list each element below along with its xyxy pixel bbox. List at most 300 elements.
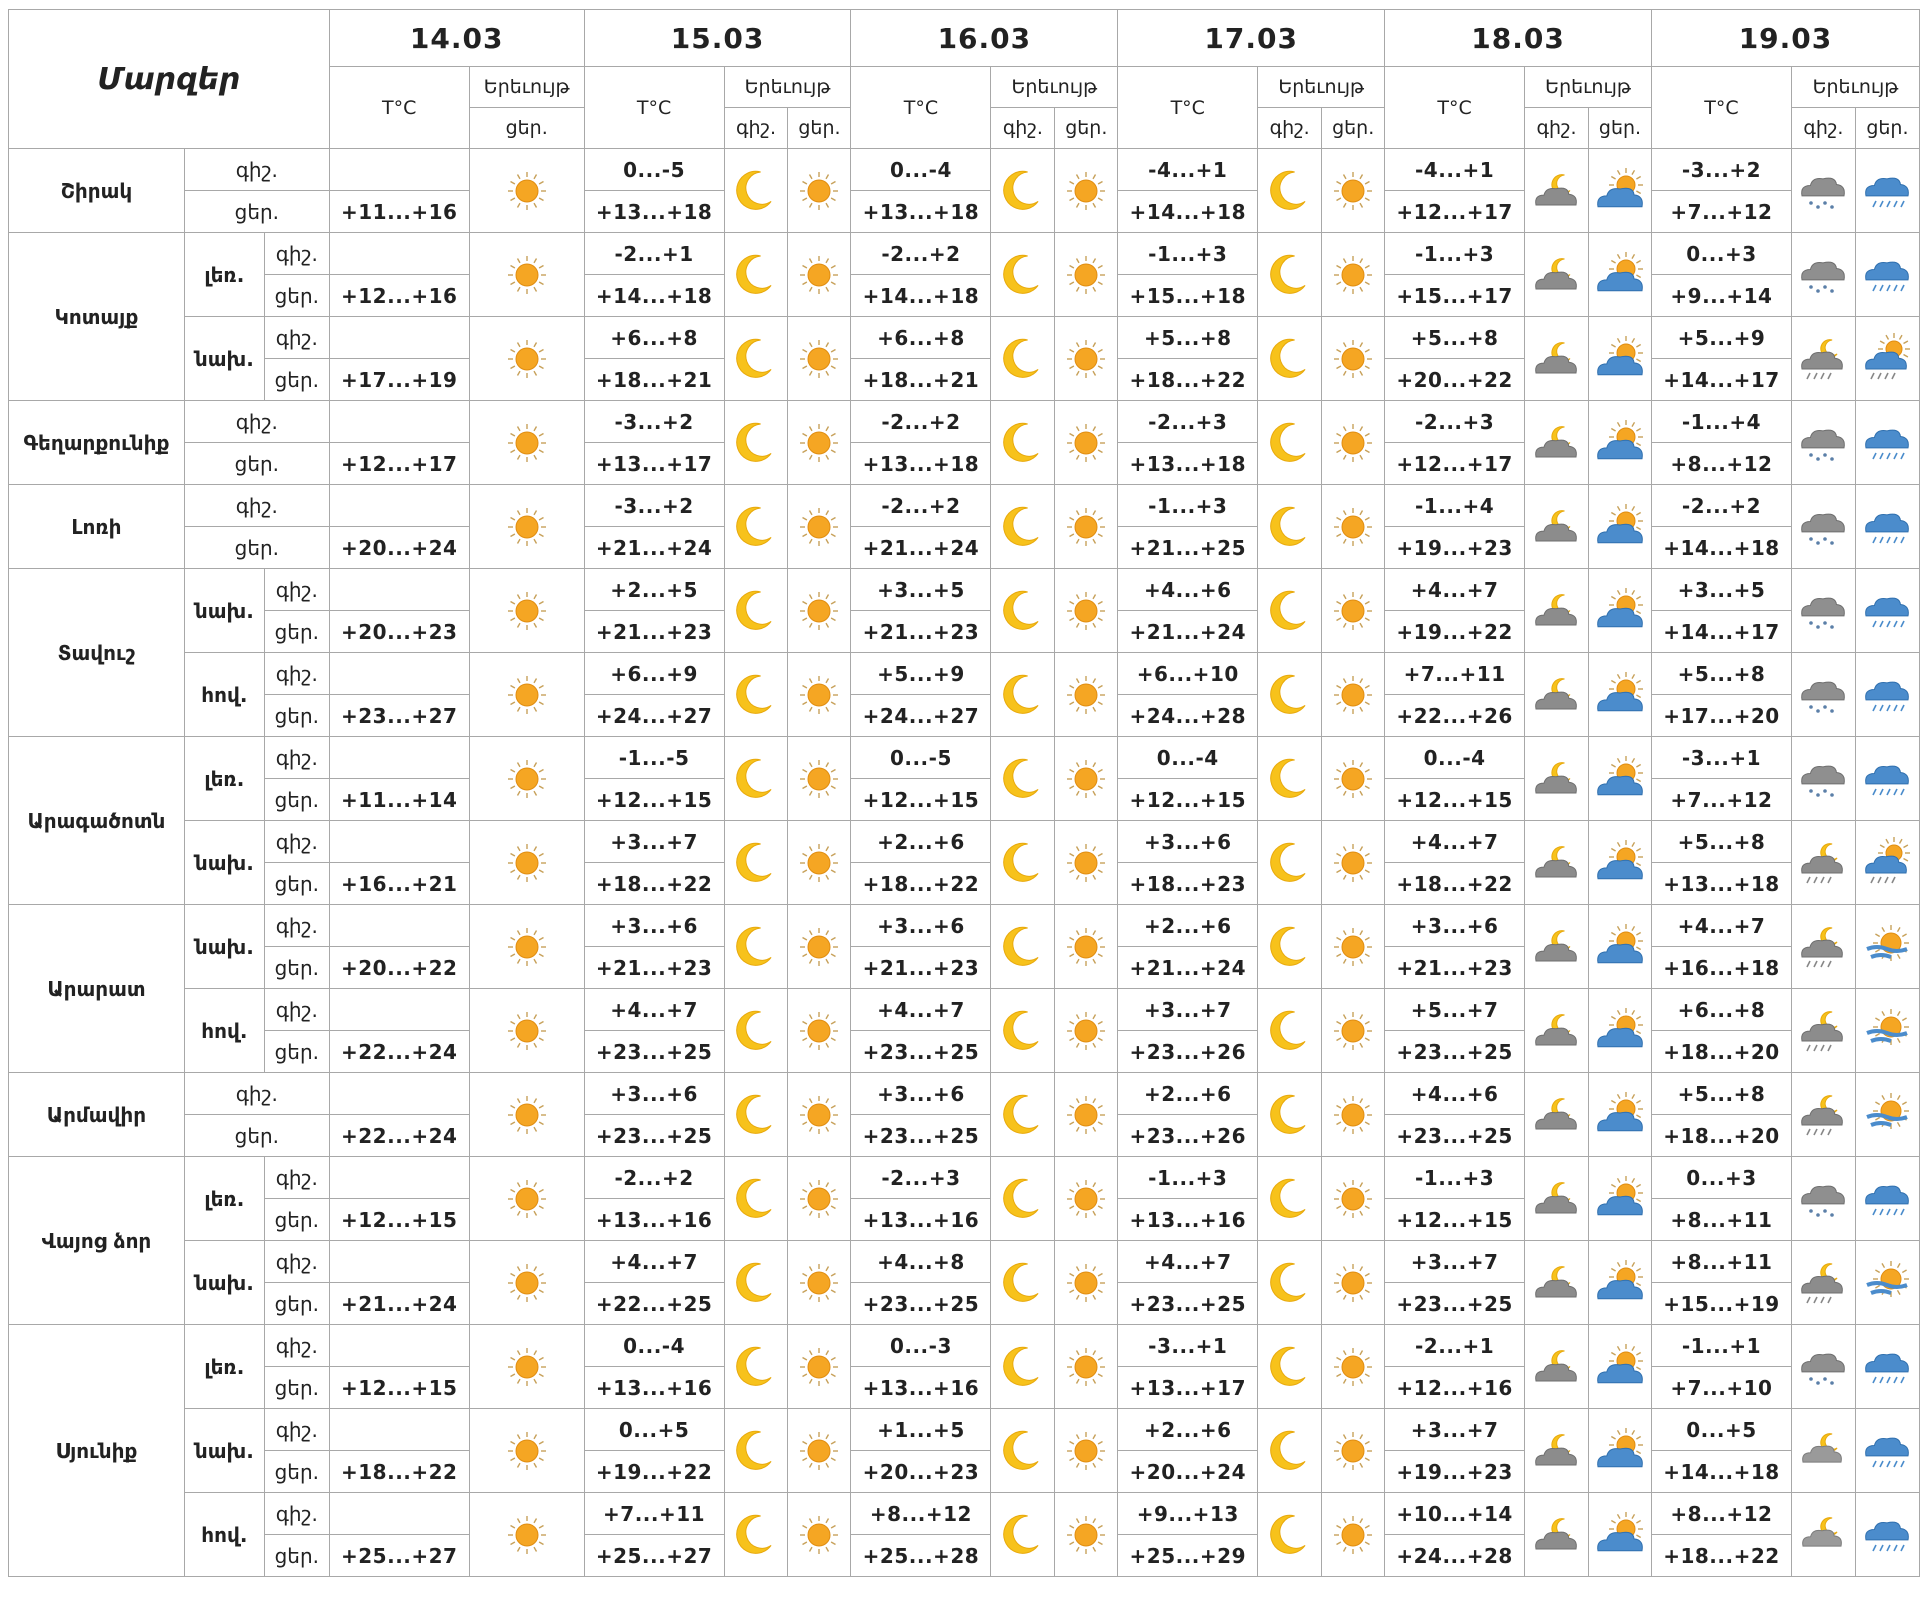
day-label-cell: [264, 275, 329, 317]
sun-icon: [1060, 333, 1112, 385]
temp-label: T°C: [636, 96, 672, 119]
night-temp: -2...+2: [1681, 493, 1762, 518]
day-label: ցեր.: [274, 1543, 319, 1568]
night-icon-cell: [724, 737, 788, 821]
night-temp-cell: [1385, 737, 1525, 779]
night-temp-cell: [1385, 401, 1525, 443]
day-temp-cell: [329, 1031, 469, 1073]
day-temp: +21...+24: [595, 535, 713, 560]
sun-icon: [501, 921, 553, 973]
night-icon-cell: [1258, 905, 1322, 989]
day-label: ցեր.: [274, 1375, 319, 1400]
sun-cloud-icon: [1594, 921, 1646, 973]
night-temp: +7...+11: [1403, 661, 1506, 686]
day-label: ցեր.: [234, 535, 280, 560]
day-temp-cell: [1385, 695, 1525, 737]
night-label-cell: [264, 989, 329, 1031]
sun-icon: [1327, 669, 1379, 721]
night-temp-cell: [851, 989, 991, 1031]
night-temp: +4...+7: [1410, 577, 1499, 602]
day-icon-cell: [788, 1073, 851, 1157]
day-temp-cell: [584, 1451, 724, 1493]
day-icon-cell: [788, 737, 851, 821]
night-temp-cell: [1385, 653, 1525, 695]
day-icon-cell: [1055, 905, 1118, 989]
day-icon-cell: [1322, 1241, 1385, 1325]
night-icon-cell: [1791, 1325, 1855, 1409]
sun-icon: [793, 753, 845, 805]
night-temp-cell: [851, 1325, 991, 1367]
day-icon-cell: [788, 149, 851, 233]
night-temp-cell: [1118, 1325, 1258, 1367]
day-temp: +12...+16: [341, 283, 458, 308]
night-temp-cell: [329, 653, 469, 695]
moon-icon: [730, 1173, 782, 1225]
night-icon-cell: [991, 1493, 1055, 1577]
night-icon-cell: [1258, 1409, 1322, 1493]
night-temp-cell: [851, 1493, 991, 1535]
night-temp-cell: [584, 149, 724, 191]
region-cell: [9, 1157, 185, 1325]
day-temp: +23...+27: [341, 703, 458, 728]
night-temp-cell: [851, 233, 991, 275]
sun-icon: [1327, 1257, 1379, 1309]
night-icon-cell: [1258, 149, 1322, 233]
day-label-cell: [264, 695, 329, 737]
day-temp-cell: [1385, 275, 1525, 317]
moon-cloud-icon: [1531, 753, 1583, 805]
day-temp-cell: [584, 695, 724, 737]
day-temp-cell: [329, 695, 469, 737]
sun-icon: [1060, 417, 1112, 469]
moon-icon: [1264, 1005, 1316, 1057]
sun-icon: [501, 837, 553, 889]
day-temp-cell: [584, 779, 724, 821]
day-temp-cell: [1651, 191, 1791, 233]
night-temp-cell: [851, 1241, 991, 1283]
day-icon-cell: [1855, 485, 1919, 569]
temp-label: T°C: [1437, 96, 1472, 119]
day-icon-cell: [1589, 653, 1652, 737]
night-icon-cell: [724, 569, 788, 653]
night-temp-cell: [851, 485, 991, 527]
day-temp: +21...+23: [862, 619, 980, 644]
day-temp: +12...+16: [1396, 1375, 1513, 1400]
sun-icon: [1060, 753, 1112, 805]
night-temp-cell: [1385, 149, 1525, 191]
area-cell: [184, 1157, 264, 1241]
rain-cloud-icon: [1861, 753, 1913, 805]
moon-icon: [997, 1341, 1049, 1393]
night-label: գիշ.: [275, 325, 318, 350]
night-temp: 0...-4: [889, 157, 952, 182]
night-icon-cell: [1258, 1073, 1322, 1157]
day-temp: +18...+22: [1129, 367, 1246, 392]
night-temp: +8...+12: [869, 1501, 972, 1526]
night-temp-cell: [1385, 1073, 1525, 1115]
area-cell: [184, 1409, 264, 1493]
day-icon-cell: [1322, 989, 1385, 1073]
phenomenon-header: [724, 67, 851, 108]
night-icon-cell: [1791, 1073, 1855, 1157]
phenomenon-header: [1258, 67, 1385, 108]
area-name: նախ.: [194, 346, 254, 371]
night-temp: +3...+6: [610, 913, 698, 938]
night-temp: +2...+6: [1143, 1081, 1232, 1106]
night-icon-cell: [1258, 821, 1322, 905]
region-cell: [9, 1073, 185, 1157]
day-temp: +23...+26: [1129, 1123, 1246, 1148]
region-name: Լոռի: [71, 514, 122, 539]
day-temp: +21...+24: [862, 535, 980, 560]
day-temp-cell: [851, 863, 991, 905]
region-cell: [9, 905, 185, 1073]
region-name: Արագածոտն: [27, 808, 166, 833]
day-temp: +18...+22: [1396, 871, 1513, 896]
day-temp: +23...+25: [1396, 1123, 1513, 1148]
day-temp: +24...+27: [595, 703, 713, 728]
day-icon-cell: [1589, 149, 1652, 233]
sun-icon: [793, 249, 845, 301]
day-label-cell: [264, 1199, 329, 1241]
night-label: գիշ.: [275, 829, 318, 854]
sun-icon: [793, 669, 845, 721]
day-temp: +18...+22: [595, 871, 713, 896]
sun-cloud-icon: [1594, 669, 1646, 721]
day-temp-cell: [1118, 1115, 1258, 1157]
night-temp-cell: [329, 149, 469, 191]
sun-icon: [1327, 333, 1379, 385]
day-temp: +25...+27: [341, 1543, 458, 1568]
moon-rain-cloud-icon: [1797, 837, 1849, 889]
day-label: ցեր.: [1332, 117, 1375, 139]
moon-cloud-icon: [1531, 501, 1583, 553]
night-icon-cell: [1258, 317, 1322, 401]
night-icon-cell: [724, 905, 788, 989]
day-temp-cell: [851, 1535, 991, 1577]
night-icon-cell: [1258, 653, 1322, 737]
day-icon-cell: [469, 1493, 584, 1577]
night-label-cell: [264, 821, 329, 863]
moon-icon: [997, 165, 1049, 217]
sun-cloud-icon: [1594, 1089, 1646, 1141]
night-temp: 0...+3: [1686, 1165, 1757, 1190]
day-temp-cell: [584, 275, 724, 317]
day-temp-cell: [851, 191, 991, 233]
night-temp: +5...+8: [1677, 1081, 1766, 1106]
night-temp: -1...-5: [618, 745, 690, 770]
night-icon-cell: [991, 821, 1055, 905]
sun-icon: [1060, 1509, 1112, 1561]
day-temp: +20...+23: [341, 619, 458, 644]
day-temp-cell: [1385, 527, 1525, 569]
day-temp-cell: [1118, 191, 1258, 233]
day-label-cell: [264, 863, 329, 905]
area-name: լեռ.: [204, 262, 245, 287]
day-temp: +11...+14: [341, 787, 458, 812]
day-icon-cell: [1855, 989, 1919, 1073]
day-temp: +22...+24: [341, 1039, 458, 1064]
date-header: [1118, 10, 1385, 67]
day-temp-cell: [1118, 1031, 1258, 1073]
night-label: գիշ.: [1803, 117, 1844, 139]
sun-cloud-icon: [1594, 1005, 1646, 1057]
sun-haze-icon: [1861, 921, 1913, 973]
day-temp-cell: [851, 779, 991, 821]
day-temp: +21...+24: [341, 1291, 458, 1316]
day-icon-cell: [1055, 989, 1118, 1073]
night-label-cell: [264, 653, 329, 695]
day-label-cell: [184, 443, 329, 485]
night-temp-cell: [1385, 1241, 1525, 1283]
day-temp-cell: [851, 695, 991, 737]
sun-icon: [1327, 753, 1379, 805]
night-row: [9, 149, 1920, 191]
temp-label: T°C: [1170, 96, 1205, 119]
day-icon-cell: [788, 401, 851, 485]
day-label: ցեր.: [274, 787, 319, 812]
night-temp-cell: [1651, 149, 1791, 191]
day-temp: +18...+20: [1663, 1039, 1780, 1064]
night-label: գիշ.: [275, 1165, 318, 1190]
date-header: [584, 10, 851, 67]
day-label: ցեր.: [1065, 117, 1108, 139]
sun-cloud-icon: [1594, 249, 1646, 301]
night-label-cell: [264, 905, 329, 947]
night-icon-cell: [991, 233, 1055, 317]
day-temp: +21...+23: [595, 955, 713, 980]
day-icon-cell: [1589, 569, 1652, 653]
day-temp: +23...+25: [595, 1123, 713, 1148]
night-temp: 0...+5: [618, 1417, 690, 1442]
night-temp: +1...+5: [877, 1417, 965, 1442]
sun-icon: [501, 1173, 553, 1225]
day-label: ցեր.: [234, 1123, 280, 1148]
night-subheader: [724, 108, 788, 149]
night-temp: +9...+13: [1136, 1501, 1239, 1526]
night-temp-cell: [1385, 905, 1525, 947]
night-temp-cell: [1651, 821, 1791, 863]
moon-icon: [730, 1425, 782, 1477]
day-temp: +7...+12: [1670, 787, 1773, 812]
date-header: [329, 10, 584, 67]
night-temp-cell: [851, 905, 991, 947]
day-temp: +20...+24: [341, 535, 458, 560]
moon-icon: [997, 417, 1049, 469]
day-temp: +14...+17: [1663, 619, 1780, 644]
temp-column-header: [329, 67, 469, 149]
day-subheader: [469, 108, 584, 149]
day-temp-cell: [329, 191, 469, 233]
night-label-cell: [184, 149, 329, 191]
day-temp: +23...+25: [862, 1291, 980, 1316]
rain-cloud-icon: [1861, 1509, 1913, 1561]
night-temp: +4...+7: [1410, 829, 1499, 854]
day-temp-cell: [1651, 1031, 1791, 1073]
sun-cloud-icon: [1594, 1509, 1646, 1561]
night-row: [9, 821, 1920, 863]
sun-icon: [1327, 585, 1379, 637]
night-row: [9, 1073, 1920, 1115]
night-icon-cell: [1258, 233, 1322, 317]
night-temp-cell: [851, 317, 991, 359]
day-label-cell: [184, 527, 329, 569]
day-icon-cell: [469, 1073, 584, 1157]
night-temp-cell: [1118, 737, 1258, 779]
night-temp-cell: [1385, 1325, 1525, 1367]
day-temp-cell: [1651, 443, 1791, 485]
day-temp-cell: [851, 527, 991, 569]
night-temp-cell: [1118, 233, 1258, 275]
day-temp-cell: [1651, 359, 1791, 401]
moon-icon: [730, 333, 782, 385]
night-icon-cell: [1791, 1157, 1855, 1241]
day-temp-cell: [1118, 443, 1258, 485]
night-icon-cell: [724, 1325, 788, 1409]
day-icon-cell: [1855, 1157, 1919, 1241]
day-temp-cell: [1118, 863, 1258, 905]
night-temp: -1...+3: [1148, 1165, 1228, 1190]
day-label-cell: [264, 1451, 329, 1493]
area-cell: [184, 569, 264, 653]
sun-cloud-icon: [1594, 1425, 1646, 1477]
day-temp: +20...+24: [1129, 1459, 1246, 1484]
sun-icon: [1327, 1005, 1379, 1057]
night-icon-cell: [724, 653, 788, 737]
day-icon-cell: [1055, 1493, 1118, 1577]
day-temp-cell: [1385, 779, 1525, 821]
moon-icon: [1264, 1257, 1316, 1309]
title-cell: [9, 10, 330, 149]
region-name: Արարատ: [47, 976, 146, 1001]
day-temp: +15...+18: [1129, 283, 1246, 308]
day-temp-cell: [1118, 695, 1258, 737]
day-temp: +12...+15: [1396, 787, 1513, 812]
day-temp-cell: [1118, 1451, 1258, 1493]
moon-icon: [730, 249, 782, 301]
day-icon-cell: [1589, 485, 1652, 569]
night-icon-cell: [1258, 989, 1322, 1073]
night-temp-cell: [1385, 821, 1525, 863]
day-temp-cell: [1651, 779, 1791, 821]
night-temp: 0...+3: [1686, 241, 1757, 266]
night-temp: -3...+1: [1681, 745, 1762, 770]
night-temp-cell: [1651, 737, 1791, 779]
day-icon-cell: [1322, 821, 1385, 905]
moon-rain-cloud-icon: [1797, 921, 1849, 973]
night-temp: -1...+1: [1681, 1333, 1762, 1358]
day-icon-cell: [469, 569, 584, 653]
day-temp-cell: [1118, 1199, 1258, 1241]
day-temp: +13...+17: [595, 451, 713, 476]
day-icon-cell: [1855, 1493, 1919, 1577]
night-temp: +8...+12: [1670, 1501, 1773, 1526]
day-temp: +18...+22: [341, 1459, 458, 1484]
day-icon-cell: [1322, 1157, 1385, 1241]
day-temp-cell: [851, 1367, 991, 1409]
date-label: 17.03: [1204, 21, 1298, 55]
day-temp: +7...+12: [1670, 199, 1773, 224]
area-cell: [184, 989, 264, 1073]
day-temp-cell: [851, 1031, 991, 1073]
night-temp: -1...+4: [1681, 409, 1762, 434]
night-temp-cell: [584, 569, 724, 611]
moon-icon: [997, 1005, 1049, 1057]
night-row: [9, 569, 1920, 611]
moon-icon: [1264, 585, 1316, 637]
night-temp: -2...+2: [881, 493, 961, 518]
day-icon-cell: [1855, 1073, 1919, 1157]
night-icon-cell: [724, 401, 788, 485]
night-temp-cell: [329, 1409, 469, 1451]
temp-column-header: [1118, 67, 1258, 149]
day-temp: +12...+17: [341, 451, 458, 476]
night-temp: +3...+6: [877, 1081, 965, 1106]
day-icon-cell: [1322, 233, 1385, 317]
day-temp-cell: [584, 359, 724, 401]
moon-icon: [1264, 1425, 1316, 1477]
night-temp: -2...+2: [881, 241, 961, 266]
phenomenon-header: [1525, 67, 1652, 108]
night-temp: -2...+3: [1415, 409, 1495, 434]
day-temp: +8...+12: [1670, 451, 1773, 476]
moon-cloud-icon: [1531, 249, 1583, 301]
phenomenon-label: Երեւույթ: [1011, 76, 1098, 98]
moon-cloud-icon: [1531, 837, 1583, 889]
day-temp: +25...+27: [595, 1543, 713, 1568]
moon-cloud-icon: [1531, 921, 1583, 973]
day-icon-cell: [1322, 1409, 1385, 1493]
day-icon-cell: [788, 1157, 851, 1241]
day-icon-cell: [1055, 737, 1118, 821]
night-icon-cell: [1791, 905, 1855, 989]
sun-icon: [1327, 1341, 1379, 1393]
night-temp-cell: [1118, 401, 1258, 443]
moon-icon: [730, 417, 782, 469]
night-icon-cell: [724, 317, 788, 401]
night-icon-cell: [1525, 149, 1589, 233]
sun-rain-cloud-icon: [1861, 333, 1913, 385]
night-label: գիշ.: [275, 1501, 318, 1526]
day-subheader: [1855, 108, 1919, 149]
night-temp: -2...+1: [614, 241, 694, 266]
night-icon-cell: [991, 317, 1055, 401]
night-icon-cell: [1258, 569, 1322, 653]
night-temp: -1...+4: [1415, 493, 1495, 518]
night-subheader: [991, 108, 1055, 149]
day-temp-cell: [329, 863, 469, 905]
night-temp: +4...+7: [1143, 1249, 1232, 1274]
area-cell: [184, 317, 264, 401]
moon-icon: [997, 1089, 1049, 1141]
night-icon-cell: [724, 1493, 788, 1577]
night-row: [9, 233, 1920, 275]
day-label: ցեր.: [274, 1207, 319, 1232]
day-temp-cell: [1385, 191, 1525, 233]
moon-icon: [1264, 1089, 1316, 1141]
day-icon-cell: [788, 1409, 851, 1493]
day-temp: +23...+25: [1396, 1291, 1513, 1316]
day-label: ցեր.: [274, 955, 319, 980]
night-icon-cell: [1791, 1241, 1855, 1325]
day-temp: +21...+23: [862, 955, 980, 980]
sun-icon: [793, 1425, 845, 1477]
day-icon-cell: [1322, 401, 1385, 485]
day-icon-cell: [1322, 905, 1385, 989]
night-label-cell: [264, 569, 329, 611]
night-label: գիշ.: [275, 1417, 318, 1442]
day-temp: +13...+16: [595, 1375, 713, 1400]
